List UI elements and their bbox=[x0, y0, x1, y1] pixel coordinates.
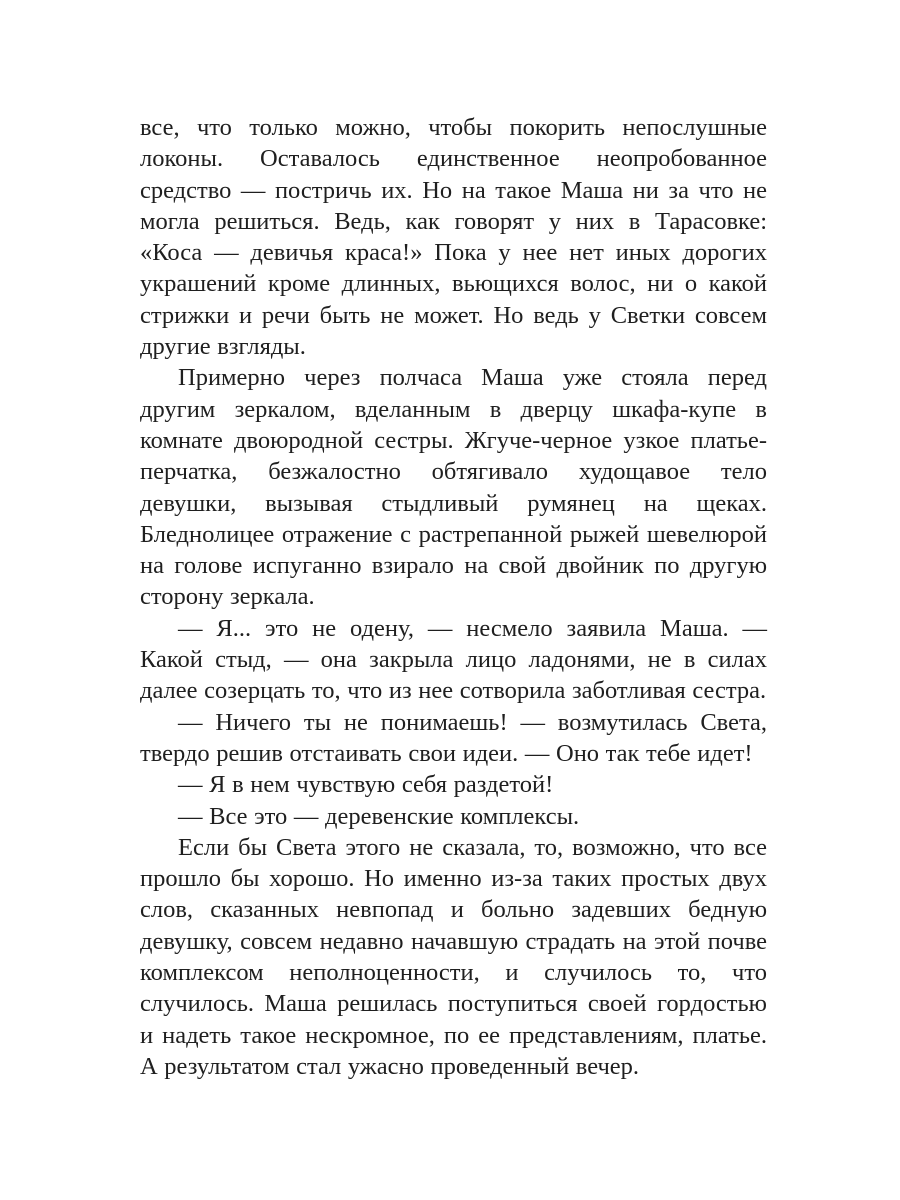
paragraph-dialogue: — Я... это не одену, — несмело заявила Маша. — Какой стыд, — она закрыла лицо ладонями, не в силах далее созерцать то, что из нее сотворила заботливая сестра. bbox=[140, 614, 767, 705]
paragraph-continuation: все, что только можно, чтобы покорить непослушные локоны. Оставалось единственное неопробованное средство — постричь их. Но на такое Маша ни за что не могла решиться. Ведь, как говорят у них в Тарасовке: «Коса — девичья краса!» Пока у нее нет иных дорогих украшений кроме длинных, вьющихся волос, ни о какой стрижки и речи быть не может. Но ведь у Светки совсем другие взгляды. bbox=[140, 114, 767, 361]
paragraph-dialogue: — Я в нем чувствую себя раздетой! bbox=[178, 771, 554, 799]
paragraph-dialogue: — Все это — деревенские комплексы. bbox=[178, 802, 580, 830]
paragraph-dialogue: — Ничего ты не понимаешь! — возмутилась Света, твердо решив отстаивать свои идеи. — Оно так тебе идет! bbox=[140, 708, 767, 767]
paragraph: Примерно через полчаса Маша уже стояла перед другим зеркалом, вделанным в дверцу шкафа-купе в комнате двоюродной сестры. Жгуче-черное узкое платье-перчатка, безжалостно обтягивало худощавое тело девушки, вызывая стыдливый румянец на щеках. Бледнолицее отражение с растрепанной рыжей шевелюрой на голове испуганно взирало на свой двойник по другую сторону зеркала. bbox=[140, 364, 767, 611]
page-text-block bbox=[140, 112, 767, 1082]
paragraph: Если бы Света этого не сказала, то, возможно, что все прошло бы хорошо. Но именно из-за таких простых двух слов, сказанных невпопад и больно задевших бедную девушку, совсем недавно начавшую страдать на этой почве комплексом неполноценности, и случилось то, что случилось. Маша решилась поступиться своей гордостью и надеть такое нескромное, по ее представлениям, платье. А результатом стал ужасно проведенный вечер. bbox=[140, 833, 767, 1080]
